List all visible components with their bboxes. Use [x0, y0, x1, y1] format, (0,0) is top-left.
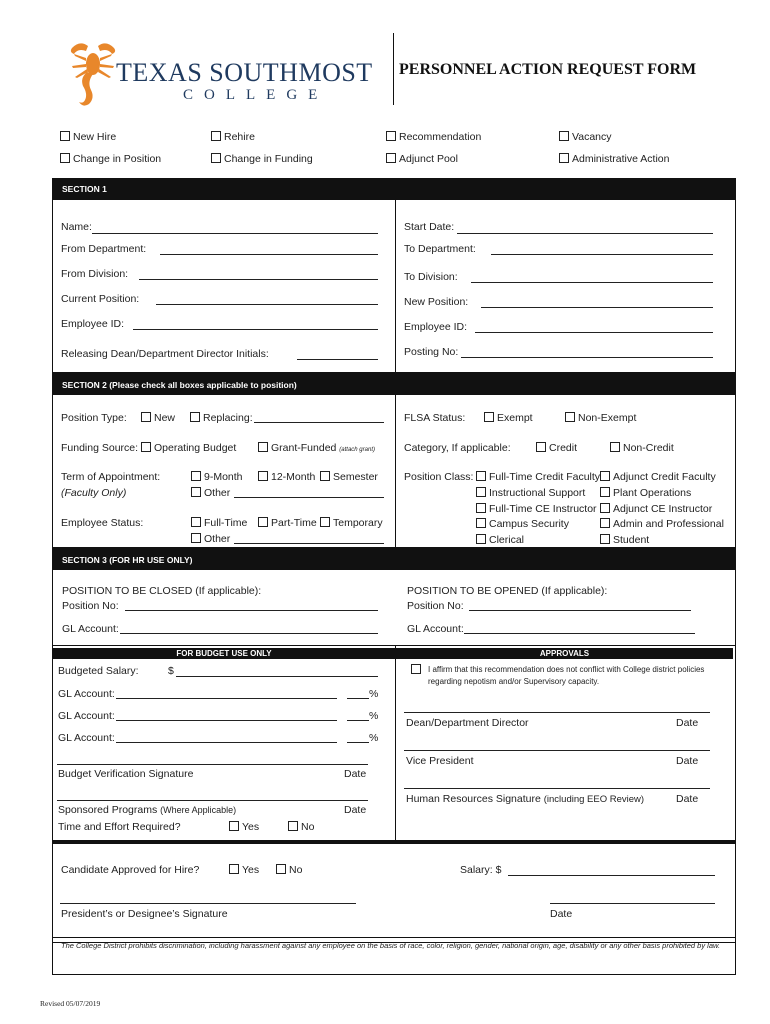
budget-verification-label: Budget Verification Signature: [58, 768, 194, 780]
final-date-label: Date: [550, 908, 573, 920]
gl-account-right-label: GL Account:: [407, 623, 464, 635]
budget-gl-label-3: GL Account:: [58, 732, 115, 744]
checkbox-recommendation[interactable]: Recommendation: [386, 131, 481, 143]
budgeted-salary-field[interactable]: [176, 676, 378, 677]
sponsored-programs-line[interactable]: [57, 800, 368, 801]
budget-verification-line[interactable]: [57, 764, 368, 765]
final-approval-box: [52, 840, 736, 943]
checkbox-class-admin-professional[interactable]: Admin and Professional: [600, 518, 724, 530]
final-date-line[interactable]: [550, 903, 715, 904]
position-no-right-label: Position No:: [407, 600, 464, 612]
section-3-box: [52, 570, 736, 646]
position-closed-label: POSITION TO BE CLOSED (If applicable):: [62, 585, 262, 597]
sponsored-programs-date: Date: [344, 804, 367, 816]
checkbox-term-other[interactable]: Other: [191, 487, 230, 499]
to-division-field[interactable]: [471, 282, 713, 283]
checkbox-time-effort-yes[interactable]: Yes: [229, 821, 259, 833]
section-3-header: SECTION 3 (FOR HR USE ONLY): [52, 548, 736, 570]
checkbox-class-instructional-support[interactable]: Instructional Support: [476, 487, 585, 499]
new-position-field[interactable]: [481, 307, 713, 308]
name-label: Name:: [61, 221, 92, 233]
start-date-label: Start Date:: [404, 221, 455, 233]
budget-pct-field-3[interactable]: [347, 742, 369, 743]
checkbox-change-funding[interactable]: Change in Funding: [211, 153, 313, 165]
budget-gl-field-3[interactable]: [116, 742, 337, 743]
checkbox-class-student[interactable]: Student: [600, 534, 649, 546]
to-department-label: To Department:: [404, 243, 476, 255]
checkbox-part-time[interactable]: Part-Time: [258, 517, 317, 529]
hr-date: Date: [676, 793, 699, 805]
employee-id-left-field[interactable]: [133, 329, 378, 330]
current-position-label: Current Position:: [61, 293, 140, 305]
budget-gl-field-1[interactable]: [116, 698, 337, 699]
budget-gl-label-1: GL Account:: [58, 688, 115, 700]
checkbox-temporary[interactable]: Temporary: [320, 517, 383, 529]
scorpion-icon: [58, 38, 122, 110]
checkbox-candidate-no[interactable]: No: [276, 864, 302, 876]
logo: [58, 38, 388, 110]
checkbox-new-hire[interactable]: New Hire: [60, 131, 116, 143]
checkbox-vacancy[interactable]: Vacancy: [559, 131, 612, 143]
final-salary-label: Salary: $: [460, 864, 502, 876]
checkbox-exempt[interactable]: Exempt: [484, 412, 533, 424]
budget-verification-date: Date: [344, 768, 367, 780]
new-position-label: New Position:: [404, 296, 469, 308]
budget-header: FOR BUDGET USE ONLY: [53, 648, 395, 659]
section-2-header: SECTION 2 (Please check all boxes applicable to position): [52, 373, 736, 395]
revised-date: Revised 05/07/2019: [40, 999, 101, 1008]
president-label: President’s or Designee’s Signature: [61, 908, 228, 920]
posting-no-label: Posting No:: [404, 346, 459, 358]
term-other-field[interactable]: [234, 497, 384, 498]
hr-signature-line[interactable]: [404, 788, 710, 789]
employee-id-left-label: Employee ID:: [61, 318, 125, 330]
checkbox-full-time[interactable]: Full-Time: [191, 517, 247, 529]
header-divider: [393, 33, 394, 105]
name-field[interactable]: [92, 233, 378, 234]
budget-pct-2: %: [369, 710, 379, 722]
checkbox-status-other[interactable]: Other: [191, 533, 230, 545]
vp-date: Date: [676, 755, 699, 767]
checkbox-new[interactable]: New: [141, 412, 175, 424]
checkbox-rehire[interactable]: Rehire: [211, 131, 255, 143]
checkbox-adjunct-pool[interactable]: Adjunct Pool: [386, 153, 458, 165]
gl-account-left-label: GL Account:: [62, 623, 119, 635]
position-opened-label: POSITION TO BE OPENED (If applicable):: [407, 585, 608, 597]
from-division-label: From Division:: [61, 268, 129, 280]
disclaimer-text: The College District prohibits discrimination, including harassment against any employee on the basis of race, color, religion, gender, national origin, age, disability or any other basis prohibited by law.: [61, 941, 721, 950]
dean-label: Dean/Department Director: [406, 717, 529, 729]
logo-text-main: TEXAS SOUTHMOST: [116, 58, 373, 87]
position-no-left-label: Position No:: [62, 600, 119, 612]
position-no-right-field[interactable]: [469, 610, 691, 611]
employee-id-right-field[interactable]: [475, 332, 713, 333]
status-other-field[interactable]: [234, 543, 384, 544]
checkbox-class-clerical[interactable]: Clerical: [476, 534, 524, 546]
checkbox-class-campus-security[interactable]: Campus Security: [476, 518, 569, 530]
checkbox-administrative-action[interactable]: Administrative Action: [559, 153, 669, 165]
checkbox-time-effort-no[interactable]: No: [288, 821, 314, 833]
checkbox-grant-funded[interactable]: Grant-Funded (attach grant): [258, 442, 375, 454]
checkbox-non-credit[interactable]: Non-Credit: [610, 442, 674, 454]
dean-date: Date: [676, 717, 699, 729]
to-division-label: To Division:: [404, 271, 458, 283]
section-2-divider: [395, 395, 396, 547]
president-signature-line[interactable]: [60, 903, 356, 904]
start-date-field[interactable]: [457, 233, 713, 234]
checkbox-operating-budget[interactable]: Operating Budget: [141, 442, 236, 454]
budget-approvals-divider: [395, 646, 396, 840]
budgeted-salary-label: Budgeted Salary:: [58, 665, 139, 677]
funding-source-label: Funding Source:: [61, 442, 139, 454]
replacing-field[interactable]: [254, 422, 384, 423]
checkbox-class-full-time-ce-instructor[interactable]: Full-Time CE Instructor: [476, 503, 597, 515]
budget-pct-field-2[interactable]: [347, 720, 369, 721]
time-effort-label: Time and Effort Required?: [58, 821, 181, 833]
from-division-field[interactable]: [139, 279, 378, 280]
employee-id-right-label: Employee ID:: [404, 321, 468, 333]
checkbox-12-month[interactable]: 12-Month: [258, 471, 315, 483]
final-salary-field[interactable]: [508, 875, 715, 876]
form-title: PERSONNEL ACTION REQUEST FORM: [399, 61, 697, 78]
faculty-only-note: (Faculty Only): [61, 487, 127, 499]
checkbox-class-adjunct-credit-faculty[interactable]: Adjunct Credit Faculty: [600, 471, 716, 483]
budget-pct-1: %: [369, 688, 379, 700]
position-class-label: Position Class:: [404, 471, 474, 483]
term-label: Term of Appointment:: [61, 471, 161, 483]
hr-label: Human Resources Signature (including EEO Review): [406, 793, 645, 805]
flsa-label: FLSA Status:: [404, 412, 466, 424]
position-type-label: Position Type:: [61, 412, 127, 424]
current-position-field[interactable]: [156, 304, 378, 305]
category-label: Category, If applicable:: [404, 442, 511, 454]
candidate-approved-label: Candidate Approved for Hire?: [61, 864, 200, 876]
checkbox-semester[interactable]: Semester: [320, 471, 378, 483]
checkbox-change-position[interactable]: Change in Position: [60, 153, 161, 165]
from-department-label: From Department:: [61, 243, 147, 255]
dean-signature-line[interactable]: [404, 712, 710, 713]
section-1-divider: [395, 200, 396, 373]
from-department-field[interactable]: [160, 254, 378, 255]
checkbox-credit[interactable]: Credit: [536, 442, 577, 454]
vp-label: Vice President: [406, 755, 474, 767]
budget-gl-field-2[interactable]: [116, 720, 337, 721]
posting-no-field[interactable]: [461, 357, 713, 358]
checkbox-class-adjunct-ce-instructor[interactable]: Adjunct CE Instructor: [600, 503, 712, 515]
gl-account-left-field[interactable]: [120, 633, 378, 634]
budget-gl-label-2: GL Account:: [58, 710, 115, 722]
checkbox-candidate-yes[interactable]: Yes: [229, 864, 259, 876]
section-1-header: SECTION 1: [52, 178, 736, 200]
position-no-left-field[interactable]: [125, 610, 378, 611]
budgeted-salary-dollar: $: [168, 665, 174, 677]
budget-pct-3: %: [369, 732, 379, 744]
to-department-field[interactable]: [491, 254, 713, 255]
gl-account-right-field[interactable]: [464, 633, 695, 634]
releasing-initials-label: Releasing Dean/Department Director Initials:: [61, 348, 269, 360]
employee-status-label: Employee Status:: [61, 517, 144, 529]
vp-signature-line[interactable]: [404, 750, 710, 751]
approvals-header: APPROVALS: [396, 648, 733, 659]
affirm-text: I affirm that this recommendation does not conflict with College district policies regarding nepotism and/or Supervisory capacity.: [428, 665, 705, 686]
checkbox-class-full-time-credit-faculty[interactable]: Full-Time Credit Faculty: [476, 471, 600, 483]
logo-text-college: COLLEGE: [183, 87, 329, 103]
budget-pct-field-1[interactable]: [347, 698, 369, 699]
checkbox-affirm[interactable]: [411, 664, 424, 676]
checkbox-non-exempt[interactable]: Non-Exempt: [565, 412, 636, 424]
releasing-initials-field[interactable]: [297, 359, 378, 360]
checkbox-replacing[interactable]: Replacing:: [190, 412, 253, 424]
sponsored-programs-label: Sponsored Programs (Where Applicable): [58, 804, 237, 816]
checkbox-9-month[interactable]: 9-Month: [191, 471, 243, 483]
checkbox-class-plant-operations[interactable]: Plant Operations: [600, 487, 691, 499]
